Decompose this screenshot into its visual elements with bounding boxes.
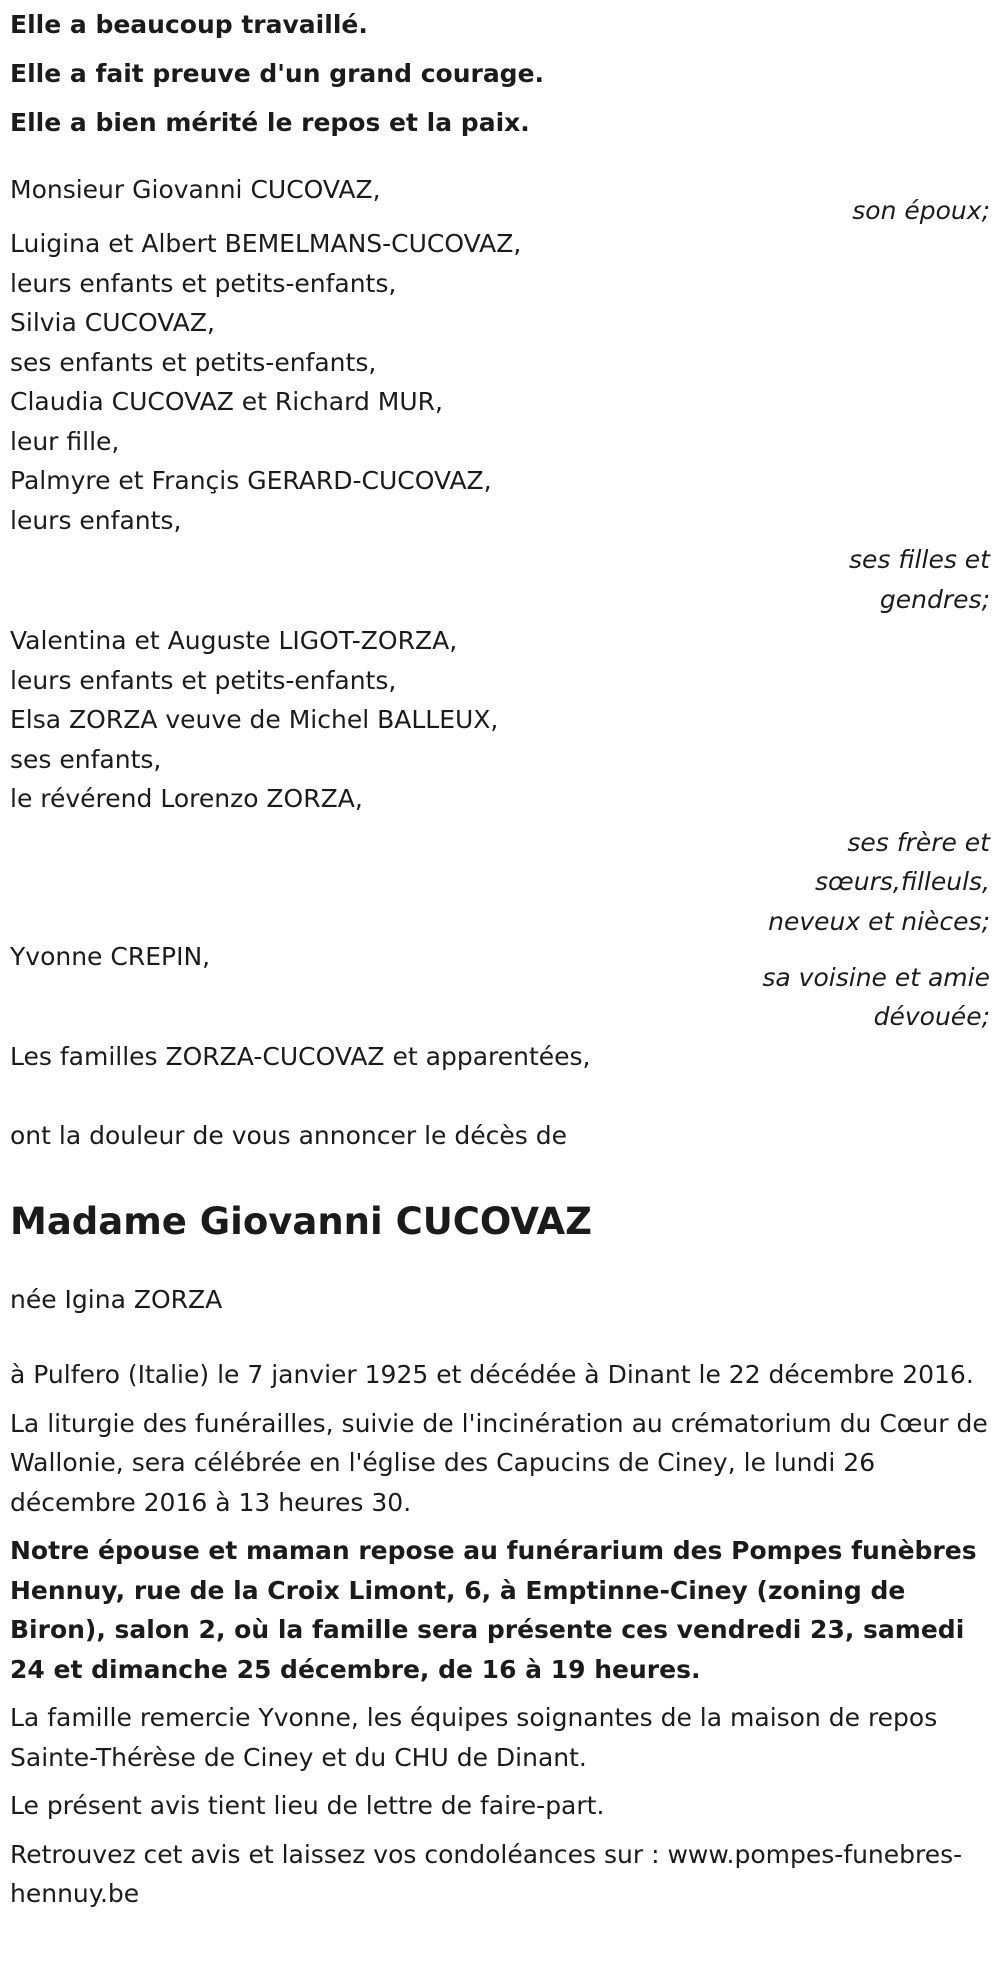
- family-group-siblings: [10, 621, 990, 941]
- family-member-line: ses enfants et petits-enfants,: [10, 347, 377, 377]
- thanks-paragraph: La famille remercie Yvonne, les équipes soignantes de la maison de repos Sainte-Thérèse de Ciney et du CHU de Dinant.: [10, 1703, 938, 1772]
- notice-paragraph: Le présent avis tient lieu de lettre de faire-part.: [10, 1791, 605, 1820]
- family-group-neighbour: [10, 937, 990, 1037]
- family-group-daughters: [10, 224, 990, 619]
- intro-line: Elle a bien mérité le repos et la paix.: [10, 108, 530, 137]
- intro-verse: [10, 6, 990, 142]
- family-member-line: Silvia CUCOVAZ,: [10, 308, 215, 337]
- deceased-name: Madame Giovanni CUCOVAZ: [10, 1199, 592, 1243]
- relation-label: sa voisine et amie dévouée;: [762, 962, 990, 1031]
- relation-label: ses frère et sœurs,filleuls, neveux et nièces;: [768, 827, 990, 936]
- funerarium-paragraph: Notre épouse et maman repose au funérarium des Pompes funèbres Hennuy, rue de la Croix Limont, 6, à Emptinne-Ciney (zoning de Biron), salon 2, où la famille sera présente ces vendredi 23, samedi 24 et dimanche 25 décembre, de 16 à 19 heures.: [10, 1536, 977, 1684]
- family-member-line: Elsa ZORZA veuve de Michel BALLEUX,: [10, 705, 499, 734]
- obituary-content: [10, 6, 990, 1923]
- liturgy-paragraph: La liturgie des funérailles, suivie de l'incinération au crématorium du Cœur de Wallonie, sera célébrée en l'église des Capucins de Ciney, le lundi 26 décembre 2016 à 13 heures 30.: [10, 1408, 988, 1517]
- family-member-line: leurs enfants et petits-enfants,: [10, 665, 397, 695]
- announcement-line: ont la douleur de vous annoncer le décès de: [10, 1121, 567, 1150]
- family-member-line: Luigina et Albert BEMELMANS-CUCOVAZ,: [10, 229, 522, 258]
- family-member-line: ses enfants,: [10, 744, 162, 774]
- intro-line: Elle a beaucoup travaillé.: [10, 10, 368, 39]
- family-member-line: leur fille,: [10, 426, 120, 456]
- family-member-line: Valentina et Auguste LIGOT-ZORZA,: [10, 626, 458, 655]
- relation-label: son époux;: [852, 195, 990, 225]
- family-member-line: leurs enfants et petits-enfants,: [10, 268, 397, 298]
- family-group-spouse: [10, 170, 990, 230]
- relation-label: ses filles et gendres;: [849, 545, 990, 614]
- intro-line: Elle a fait preuve d'un grand courage.: [10, 59, 545, 88]
- family-member-line: leurs enfants,: [10, 505, 182, 535]
- family-list: [10, 170, 990, 1076]
- family-member-line: Palmyre et Françis GERARD-CUCOVAZ,: [10, 466, 492, 495]
- family-member-line: Yvonne CREPIN,: [10, 942, 211, 971]
- birth-death-paragraph: à Pulfero (Italie) le 7 janvier 1925 et décédée à Dinant le 22 décembre 2016.: [10, 1360, 974, 1389]
- family-member-line: le révérend Lorenzo ZORZA,: [10, 784, 363, 813]
- maiden-name: née Igina ZORZA: [10, 1284, 223, 1314]
- family-member-line: Monsieur Giovanni CUCOVAZ,: [10, 175, 381, 204]
- family-member-line: Claudia CUCOVAZ et Richard MUR,: [10, 387, 443, 416]
- families-line: Les familles ZORZA-CUCOVAZ et apparentées,: [10, 1041, 591, 1071]
- condolences-paragraph: Retrouvez cet avis et laissez vos condoléances sur : www.pompes-funebres-hennuy.be: [10, 1839, 963, 1908]
